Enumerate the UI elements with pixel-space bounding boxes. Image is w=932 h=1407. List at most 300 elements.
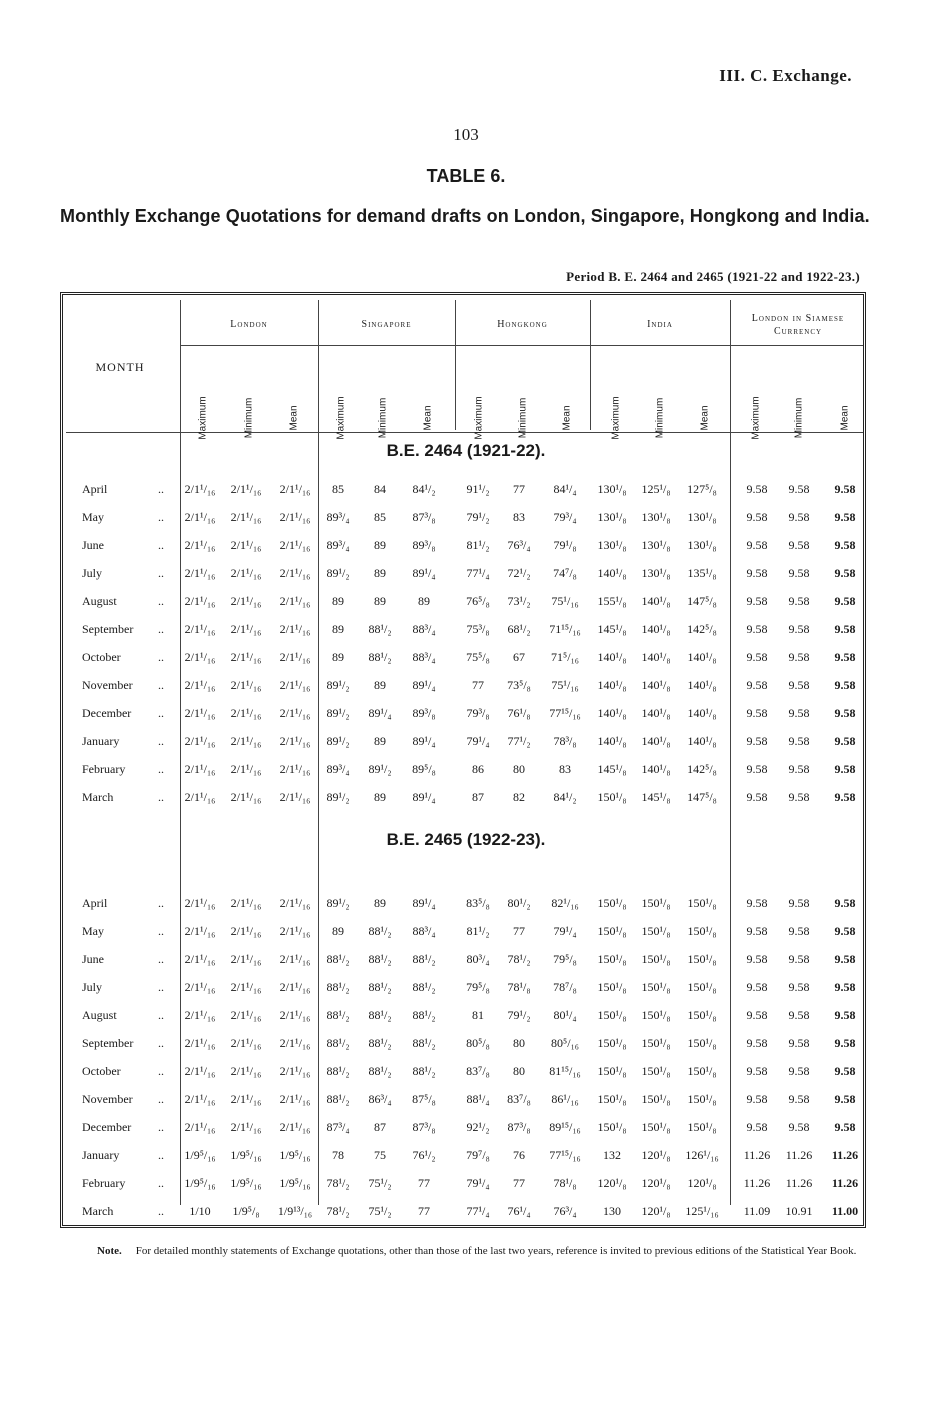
table-cell: 2/1¹/₁₆ <box>184 952 216 966</box>
column-divider <box>455 300 456 430</box>
leader-dots: .. <box>158 510 164 524</box>
table-cell: 9.58 <box>788 952 810 966</box>
table-cell: 9.58 <box>746 678 768 692</box>
table-cell: 1/10 <box>189 1204 211 1218</box>
table-cell: 2/1¹/₁₆ <box>279 1008 311 1022</box>
table-cell: 9.58 <box>746 896 768 910</box>
table-cell: 89³/₄ <box>326 510 350 524</box>
table-cell: 89 <box>374 538 386 552</box>
table-cell: 9.58 <box>834 650 856 664</box>
month-label: December <box>82 1120 132 1134</box>
column-divider <box>590 300 591 430</box>
table-cell: 150¹/₈ <box>641 1064 671 1078</box>
table-cell: 80 <box>513 762 525 776</box>
table-cell: 11.26 <box>743 1148 771 1162</box>
table-cell: 2/1¹/₁₆ <box>184 1092 216 1106</box>
table-cell: 150¹/₈ <box>687 1120 717 1134</box>
table-cell: 2/1¹/₁₆ <box>279 1120 311 1134</box>
table-row <box>0 896 932 918</box>
table-cell: 87 <box>472 790 484 804</box>
table-cell: 89¹/₂ <box>326 566 350 580</box>
table-cell: 9.58 <box>746 650 768 664</box>
table-cell: 1/9⁵/₁₆ <box>279 1148 311 1162</box>
table-cell: 9.58 <box>834 1008 856 1022</box>
table-cell: 9.58 <box>746 790 768 804</box>
table-cell: 2/1¹/₁₆ <box>230 594 262 608</box>
table-cell: 87⁵/₈ <box>412 1092 436 1106</box>
table-cell: 2/1¹/₁₆ <box>230 924 262 938</box>
table-cell: 147⁵/₈ <box>687 594 717 608</box>
table-cell: 87³/₈ <box>412 510 436 524</box>
table-cell: 88¹/₂ <box>326 1092 350 1106</box>
table-cell: 78¹/₂ <box>326 1204 350 1218</box>
table-cell: 2/1¹/₁₆ <box>230 678 262 692</box>
table-cell: 1/9⁵/₁₆ <box>230 1148 262 1162</box>
table-cell: 89³/₈ <box>412 538 436 552</box>
table-cell: 130¹/₈ <box>641 566 671 580</box>
table-row <box>0 1064 932 1086</box>
table-cell: 150¹/₈ <box>641 1120 671 1134</box>
table-cell: 88¹/₂ <box>412 1036 436 1050</box>
leader-dots: .. <box>158 594 164 608</box>
table-cell: 75⁵/₈ <box>466 650 490 664</box>
subheader-mean: Mean <box>422 405 434 431</box>
table-cell: 84 <box>374 482 386 496</box>
table-cell: 80¹/₄ <box>553 1008 577 1022</box>
table-cell: 80⁵/₁₆ <box>551 1036 579 1050</box>
leader-dots: .. <box>158 538 164 552</box>
table-row <box>0 594 932 616</box>
table-cell: 77¹⁵/₁₆ <box>549 706 581 720</box>
table-cell: 2/1¹/₁₆ <box>230 1008 262 1022</box>
table-cell: 150¹/₈ <box>687 980 717 994</box>
table-cell: 9.58 <box>788 980 810 994</box>
month-label: February <box>82 762 126 776</box>
table-cell: 87 <box>374 1120 386 1134</box>
table-cell: 75¹/₁₆ <box>551 678 579 692</box>
group-header-singapore: Singapore <box>361 319 412 330</box>
table-cell: 9.58 <box>788 510 810 524</box>
table-cell: 130 <box>603 1204 621 1218</box>
month-label: July <box>82 566 103 580</box>
table-cell: 2/1¹/₁₆ <box>184 482 216 496</box>
table-cell: 150¹/₈ <box>597 1120 627 1134</box>
table-cell: 77¹/₂ <box>507 734 531 748</box>
table-cell: 2/1¹/₁₆ <box>184 622 216 636</box>
table-row <box>0 678 932 700</box>
table-cell: 130¹/₈ <box>641 510 671 524</box>
table-cell: 2/1¹/₁₆ <box>230 790 262 804</box>
table-cell: 9.58 <box>746 1008 768 1022</box>
table-cell: 2/1¹/₁₆ <box>279 1036 311 1050</box>
table-cell: 11.09 <box>743 1204 771 1218</box>
table-cell: 1/9⁵/₁₆ <box>184 1148 216 1162</box>
table-cell: 76³/₄ <box>507 538 531 552</box>
table-cell: 130¹/₈ <box>597 482 627 496</box>
table-cell: 88³/₄ <box>412 650 436 664</box>
table-cell: 83 <box>559 762 571 776</box>
header-divider <box>180 345 863 346</box>
table-cell: 9.58 <box>834 952 856 966</box>
table-cell: 89⁵/₈ <box>412 762 436 776</box>
subheader-mean: Mean <box>839 405 851 431</box>
header-bottom-rule <box>66 432 863 433</box>
table-cell: 2/1¹/₁₆ <box>230 650 262 664</box>
month-label: October <box>82 650 121 664</box>
table-cell: 1/9¹³/₁₆ <box>277 1204 313 1218</box>
table-cell: 9.58 <box>746 566 768 580</box>
table-cell: 150¹/₈ <box>597 924 627 938</box>
section-header: III. C. Exchange. <box>719 66 852 85</box>
table-row <box>0 1176 932 1198</box>
table-cell: 9.58 <box>788 678 810 692</box>
page-number: 103 <box>453 125 479 144</box>
footnote <box>97 1242 867 1260</box>
table-cell: 88¹/₂ <box>326 1036 350 1050</box>
table-cell: 87³/₈ <box>507 1120 531 1134</box>
table-cell: 89¹⁵/₁₆ <box>549 1120 581 1134</box>
table-cell: 2/1¹/₁₆ <box>184 1064 216 1078</box>
table-cell: 84¹/₄ <box>553 482 577 496</box>
month-label: August <box>82 594 117 608</box>
table-cell: 71⁵/₁₆ <box>551 650 579 664</box>
table-cell: 89³/₄ <box>326 762 350 776</box>
table-cell: 76⁵/₈ <box>466 594 490 608</box>
leader-dots: .. <box>158 1148 164 1162</box>
table-cell: 81¹/₂ <box>466 924 490 938</box>
table-cell: 86³/₄ <box>368 1092 392 1106</box>
table-cell: 89¹/₄ <box>412 790 436 804</box>
table-cell: 150¹/₈ <box>687 1092 717 1106</box>
table-cell: 9.58 <box>788 790 810 804</box>
table-cell: 2/1¹/₁₆ <box>279 482 311 496</box>
month-label: March <box>82 1204 114 1218</box>
table-cell: 2/1¹/₁₆ <box>279 622 311 636</box>
table-cell: 72¹/₂ <box>507 566 531 580</box>
table-cell: 9.58 <box>834 678 856 692</box>
table-cell: 89¹/₂ <box>326 678 350 692</box>
table-cell: 89¹/₂ <box>326 790 350 804</box>
table-cell: 88¹/₂ <box>368 650 392 664</box>
table-cell: 150¹/₈ <box>641 924 671 938</box>
table-cell: 77 <box>513 482 525 496</box>
table-cell: 80³/₄ <box>466 952 490 966</box>
table-cell: 2/1¹/₁₆ <box>184 1036 216 1050</box>
table-cell: 2/1¹/₁₆ <box>230 622 262 636</box>
table-cell: 83⁵/₈ <box>466 896 490 910</box>
table-cell: 88¹/₂ <box>368 924 392 938</box>
table-cell: 77 <box>418 1176 430 1190</box>
table-cell: 89¹/₄ <box>412 566 436 580</box>
subheader-minimum: Minimum <box>517 397 529 439</box>
month-label: December <box>82 706 132 720</box>
table-row <box>0 952 932 974</box>
table-cell: 9.58 <box>834 622 856 636</box>
table-cell: 2/1¹/₁₆ <box>279 1092 311 1106</box>
table-cell: 150¹/₈ <box>687 1008 717 1022</box>
table-cell: 81 <box>472 1008 484 1022</box>
table-cell: 77¹/₄ <box>466 1204 490 1218</box>
leader-dots: .. <box>158 678 164 692</box>
table-cell: 78¹/₈ <box>507 980 531 994</box>
table-cell: 88¹/₂ <box>412 1008 436 1022</box>
table-cell: 1/9⁵/₈ <box>232 1204 260 1218</box>
table-cell: 9.58 <box>746 1036 768 1050</box>
table-row <box>0 566 932 588</box>
table-cell: 9.58 <box>834 790 856 804</box>
table-cell: 79¹/₄ <box>466 1176 490 1190</box>
table-cell: 2/1¹/₁₆ <box>184 1120 216 1134</box>
table-row <box>0 538 932 560</box>
table-cell: 140¹/₈ <box>641 762 671 776</box>
table-cell: 9.58 <box>834 734 856 748</box>
table-cell: 2/1¹/₁₆ <box>279 510 311 524</box>
table-cell: 2/1¹/₁₆ <box>230 1120 262 1134</box>
table-cell: 9.58 <box>788 1120 810 1134</box>
table-cell: 9.58 <box>834 594 856 608</box>
table-cell: 9.58 <box>746 622 768 636</box>
table-title: Monthly Exchange Quotations for demand drafts on London, Singapore, Hongkong and India. <box>60 206 870 226</box>
table-cell: 9.58 <box>746 482 768 496</box>
month-label: June <box>82 538 104 552</box>
table-cell: 91¹/₂ <box>466 482 490 496</box>
table-cell: 9.58 <box>746 1120 768 1134</box>
table-cell: 76³/₄ <box>553 1204 577 1218</box>
table-cell: 130¹/₈ <box>597 510 627 524</box>
table-cell: 2/1¹/₁₆ <box>184 566 216 580</box>
table-cell: 2/1¹/₁₆ <box>279 678 311 692</box>
table-cell: 140¹/₈ <box>687 678 717 692</box>
table-cell: 9.58 <box>746 734 768 748</box>
table-row <box>0 482 932 504</box>
subheader-mean: Mean <box>288 405 300 431</box>
table-cell: 85 <box>374 510 386 524</box>
subheader-maximum: Maximum <box>610 396 622 440</box>
table-cell: 68¹/₂ <box>507 622 531 636</box>
month-label: May <box>82 510 104 524</box>
table-cell: 147⁵/₈ <box>687 790 717 804</box>
table-cell: 150¹/₈ <box>597 896 627 910</box>
table-cell: 88¹/₂ <box>326 980 350 994</box>
table-cell: 2/1¹/₁₆ <box>184 762 216 776</box>
table-cell: 150¹/₈ <box>641 1036 671 1050</box>
table-row <box>0 1204 932 1226</box>
table-cell: 89 <box>374 678 386 692</box>
table-cell: 150¹/₈ <box>597 1092 627 1106</box>
table-cell: 9.58 <box>788 1064 810 1078</box>
subheader-maximum: Maximum <box>473 396 485 440</box>
table-cell: 89¹/₂ <box>368 762 392 776</box>
table-cell: 76 <box>513 1148 525 1162</box>
table-cell: 150¹/₈ <box>641 896 671 910</box>
table-cell: 88¹/₂ <box>368 1036 392 1050</box>
table-cell: 9.58 <box>834 1092 856 1106</box>
table-cell: 80 <box>513 1064 525 1078</box>
table-cell: 2/1¹/₁₆ <box>184 650 216 664</box>
table-cell: 9.58 <box>788 896 810 910</box>
table-cell: 77 <box>418 1204 430 1218</box>
table-cell: 2/1¹/₁₆ <box>279 734 311 748</box>
table-cell: 150¹/₈ <box>641 1092 671 1106</box>
table-cell: 1/9⁵/₁₆ <box>230 1176 262 1190</box>
table-cell: 150¹/₈ <box>641 952 671 966</box>
table-cell: 77 <box>472 678 484 692</box>
table-cell: 89 <box>374 790 386 804</box>
month-label: November <box>82 678 133 692</box>
table-cell: 2/1¹/₁₆ <box>230 980 262 994</box>
table-cell: 9.58 <box>746 762 768 776</box>
table-cell: 88¹/₂ <box>368 1064 392 1078</box>
month-label: February <box>82 1176 126 1190</box>
table-cell: 9.58 <box>746 706 768 720</box>
table-cell: 140¹/₈ <box>597 650 627 664</box>
section-title-2464: B.E. 2464 (1921-22). <box>386 441 546 460</box>
table-cell: 2/1¹/₁₆ <box>184 734 216 748</box>
table-cell: 9.58 <box>746 952 768 966</box>
table-cell: 81¹/₂ <box>466 538 490 552</box>
table-cell: 9.58 <box>788 566 810 580</box>
table-cell: 82¹/₁₆ <box>551 896 579 910</box>
table-cell: 2/1¹/₁₆ <box>184 678 216 692</box>
table-cell: 130¹/₈ <box>687 510 717 524</box>
table-cell: 150¹/₈ <box>597 790 627 804</box>
table-cell: 150¹/₈ <box>641 980 671 994</box>
table-cell: 150¹/₈ <box>687 1064 717 1078</box>
table-cell: 78³/₈ <box>553 734 577 748</box>
table-cell: 2/1¹/₁₆ <box>184 594 216 608</box>
table-cell: 89 <box>374 594 386 608</box>
table-cell: 1/9⁵/₁₆ <box>279 1176 311 1190</box>
month-label: September <box>82 622 134 636</box>
table-cell: 9.58 <box>834 1064 856 1078</box>
table-cell: 89 <box>332 650 344 664</box>
table-cell: 11.26 <box>831 1176 859 1190</box>
table-cell: 87³/₈ <box>412 1120 436 1134</box>
table-cell: 125¹/₁₆ <box>685 1204 719 1218</box>
leader-dots: .. <box>158 980 164 994</box>
leader-dots: .. <box>158 1064 164 1078</box>
table-cell: 88¹/₂ <box>368 622 392 636</box>
leader-dots: .. <box>158 1176 164 1190</box>
table-cell: 140¹/₈ <box>641 622 671 636</box>
table-cell: 88¹/₂ <box>368 980 392 994</box>
table-cell: 79³/₄ <box>553 510 577 524</box>
table-row <box>0 734 932 756</box>
month-label: August <box>82 1008 117 1022</box>
table-row <box>0 762 932 784</box>
table-cell: 75³/₈ <box>466 622 490 636</box>
table-cell: 87³/₄ <box>326 1120 350 1134</box>
table-cell: 150¹/₈ <box>687 1036 717 1050</box>
section-title-2465: B.E. 2465 (1922-23). <box>386 830 546 849</box>
table-cell: 79¹/₈ <box>553 538 577 552</box>
table-cell: 127⁵/₈ <box>687 482 717 496</box>
table-cell: 2/1¹/₁₆ <box>279 896 311 910</box>
table-cell: 140¹/₈ <box>641 678 671 692</box>
table-cell: 140¹/₈ <box>597 734 627 748</box>
table-cell: 9.58 <box>834 1036 856 1050</box>
table-cell: 142⁵/₈ <box>687 622 717 636</box>
table-cell: 88¹/₂ <box>412 980 436 994</box>
leader-dots: .. <box>158 952 164 966</box>
table-cell: 76¹/₄ <box>507 1204 531 1218</box>
table-cell: 11.26 <box>785 1148 813 1162</box>
table-cell: 89 <box>374 566 386 580</box>
table-cell: 89¹/₂ <box>326 896 350 910</box>
table-cell: 9.58 <box>788 482 810 496</box>
leader-dots: .. <box>158 706 164 720</box>
table-cell: 2/1¹/₁₆ <box>279 538 311 552</box>
table-cell: 2/1¹/₁₆ <box>184 924 216 938</box>
table-cell: 89³/₈ <box>412 706 436 720</box>
table-cell: 9.58 <box>834 538 856 552</box>
leader-dots: .. <box>158 924 164 938</box>
table-cell: 78¹/₂ <box>326 1176 350 1190</box>
table-cell: 89 <box>418 594 430 608</box>
table-cell: 2/1¹/₁₆ <box>230 762 262 776</box>
table-cell: 2/1¹/₁₆ <box>230 482 262 496</box>
table-cell: 125¹/₈ <box>641 482 671 496</box>
leader-dots: .. <box>158 650 164 664</box>
subheader-maximum: Maximum <box>197 396 209 440</box>
table-cell: 2/1¹/₁₆ <box>279 1064 311 1078</box>
table-cell: 9.58 <box>788 1092 810 1106</box>
table-cell: 75 <box>374 1148 386 1162</box>
leader-dots: .. <box>158 1120 164 1134</box>
leader-dots: .. <box>158 734 164 748</box>
table-cell: 89 <box>374 734 386 748</box>
table-cell: 11.00 <box>831 1204 859 1218</box>
table-cell: 9.58 <box>788 1036 810 1050</box>
table-cell: 73¹/₂ <box>507 594 531 608</box>
table-cell: 9.58 <box>746 510 768 524</box>
table-cell: 2/1¹/₁₆ <box>184 706 216 720</box>
month-label: September <box>82 1036 134 1050</box>
table-row <box>0 650 932 672</box>
table-cell: 120¹/₈ <box>641 1176 671 1190</box>
subheader-minimum: Minimum <box>377 397 389 439</box>
table-cell: 89¹/₂ <box>326 734 350 748</box>
table-row <box>0 790 932 812</box>
table-cell: 78¹/₈ <box>553 1176 577 1190</box>
table-row <box>0 622 932 644</box>
table-cell: 79¹/₂ <box>466 510 490 524</box>
table-cell: 120¹/₈ <box>597 1176 627 1190</box>
table-cell: 9.58 <box>746 980 768 994</box>
table-row <box>0 1092 932 1114</box>
leader-dots: .. <box>158 1036 164 1050</box>
table-cell: 2/1¹/₁₆ <box>279 924 311 938</box>
table-cell: 2/1¹/₁₆ <box>279 790 311 804</box>
table-cell: 83⁷/₈ <box>466 1064 490 1078</box>
table-cell: 9.58 <box>788 924 810 938</box>
table-cell: 2/1¹/₁₆ <box>230 566 262 580</box>
subheader-minimum: Minimum <box>793 397 805 439</box>
table-cell: 2/1¹/₁₆ <box>230 1064 262 1078</box>
table-cell: 78¹/₂ <box>507 952 531 966</box>
table-cell: 89 <box>332 594 344 608</box>
subheader-maximum: Maximum <box>335 396 347 440</box>
table-cell: 145¹/₈ <box>597 622 627 636</box>
table-row <box>0 1120 932 1142</box>
table-cell: 142⁵/₈ <box>687 762 717 776</box>
table-cell: 88¹/₂ <box>368 1008 392 1022</box>
table-cell: 89¹/₄ <box>368 706 392 720</box>
subheader-minimum: Minimum <box>654 397 666 439</box>
table-cell: 9.58 <box>834 510 856 524</box>
leader-dots: .. <box>158 1204 164 1218</box>
table-cell: 9.58 <box>788 594 810 608</box>
